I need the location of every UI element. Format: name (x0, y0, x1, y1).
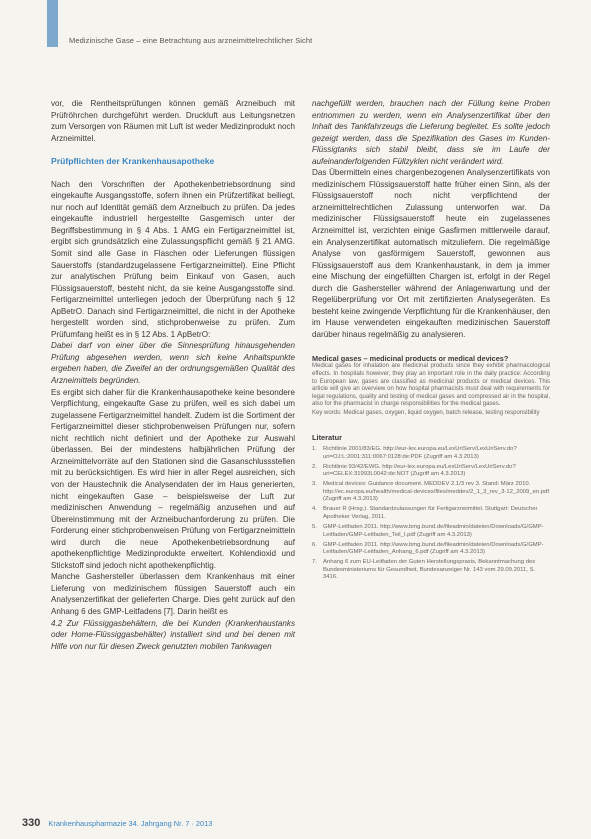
reference-text: Medical devices: Guidance document. MEDDEV 2.1/3 rev 3. Stand: März 2010. http://ec.europa.eu/health/medical-devices/files/meddev/2_1_3_rev_3-12_2009_en.pdf (Zugriff am 4.3.2013) (323, 481, 549, 503)
reference-item (312, 446, 550, 461)
left-column (51, 98, 295, 652)
paragraph: vor, die Rentheitsprüfungen können gemäß Arzneibuch mit Prüfröhrchen durchgeführt werden. Druckluft aus Leitungsnetzen zum Versorgen von Räumen mit Luft ist weder Medizinprodukt noch Arzneimittel. (51, 99, 295, 143)
journal-citation: Krankenhauspharmazie 34. Jahrgang Nr. 7 · 2013 (48, 819, 213, 828)
running-head: Medizinische Gase – eine Betrachtung aus arzneimittelrechtlicher Sicht (69, 36, 313, 45)
right-column (312, 98, 550, 584)
paragraph: Manche Gashersteller überlassen dem Krankenhaus mit einer Lieferung von medizinischem flüssigen Sauerstoff auch ein Analysenzertifikat der gelieferten Charge. Dies geht zurück auf den Anhang 6 des GMP-Leitfadens [7]. Darin heißt es (51, 572, 295, 616)
reference-text: Richtlinie 93/42/EWG. http://eur-lex.europa.eu/LexUriServ/LexUriServ.do?uri=CELEX:31993L0042:de:NOT (Zugriff am 4.3.2013) (323, 463, 516, 478)
reference-number: 5. (312, 524, 317, 531)
paragraph: Es ergibt sich daher für die Krankenhausapotheke keine besondere Verpflichtung, eingekaufte Gase zu prüfen, weil es sich dabei um zugelassene Fertigarzneimittel handelt. Zudem ist die Sortiment der Fertigarzneimittel dieser stichprobenweisen Prüfungen nur, sofern nicht rechtlich nicht definiert und der Apotheke zur Auswahl überlassen. Bei der mindestens halbjährlichen Prüfung der Arzneimittelvorräte auf den Stationen sind die Gasanschlussstellen mit zu berücksichtigen. Es wird hier in aller Regel ausreichen, sich von der Haustechnik die Analysendaten der im Haus generierten, nicht eingekauften Gase – beispielsweise der Luft zur medizinischen Anwendung – regelmäßig anzusehen und auf Übereinstimmung mit der Arzneibuchanforderung zu prüfen. Die Forderung einer stichprobenweisen Prüfung von Fertigarzneimitteln wird durch die neue Apothekenbetriebsordnung auf apothekenpflichtige Medizinprodukte erweitert. Kohlendioxid und Stickstoff sind jedoch nicht apothekenpflichtig. (51, 387, 295, 570)
abstract-text: Medical gases for inhalation are medicinal products since they exhibit pharmacological effects. In hospitals however, they play an important role in the daily practice: According to European law, gases are classified as medicinal products or medical devices. This article will give an overview on how hospital pharmacists must deal with requirements for legal regulations, quality and testing of medical gases and compressed air in the hospital, also for the pharmacist in charge responsibilities for the medical gases. (312, 363, 550, 408)
reference-item (312, 506, 550, 521)
references-heading: Literatur (312, 432, 342, 442)
reference-item (312, 464, 550, 479)
reference-text: Anhang 6 zum EU-Leitfaden der Guten Herstellungspraxis, Bekanntmachung des Bundesministeriums für Gesundheit, Bundesanzeiger Nr. 143 vom 29.09.2011, S. 3416. (323, 559, 536, 581)
reference-text: Richtlinie 2001/83/EG. http://eur-lex.europa.eu/LexUriServ/LexUriServ.do?uri=OJ:L:2001:311:0067:0128:de:PDF (Zugriff am 4.3.2013) (323, 446, 517, 460)
keywords: Key words: Medical gases, oxygen, liquid oxygen, batch release, testing responsibility (312, 410, 540, 417)
reference-number: 4. (312, 506, 317, 513)
reference-item (312, 542, 550, 557)
reference-item (312, 524, 550, 539)
reference-number: 1. (312, 446, 317, 453)
quote-paragraph: nachgefüllt werden, brauchen nach der Füllung keine Proben entnommen zu werden, wenn ein Analysenzertifikat über den Inhalt des Tankfahrzeugs die Lieferung begleitet. Es sollte jedoch gezeigt werden, dass die Spezifikation des Gases im Kunden-Flüssigtanks sich stabil bleibt, dass sie im Laufe der aufeinanderfolgenden Füllzyklen nicht verändert wird. (312, 99, 550, 166)
reference-text: GMP-Leitfaden 2011. http://www.bmg.bund.de/fileadmin/dateien/Downloads/G/GMP-Leitfaden/GMP-Leitfaden_Anhang_6.pdf (Zugriff am 4.3.2013) (323, 541, 544, 556)
quote-paragraph: 4.2 Zur Flüssiggasbehältern, die bei Kunden (Krankenhaustanks oder Home-Flüssiggasbehälter) installiert sind und bei denen mit Hilfe von nur für diesen Zweck genutzten mobilen Tankwagen (51, 618, 295, 651)
reference-number: 2. (312, 463, 317, 470)
reference-text: Brauer R (Hrsg.). Standardzulassungen für Fertigarzneimittel. Stuttgart: Deutscher Apotheker Verlag, 2011. (323, 506, 538, 520)
reference-number: 7. (312, 559, 317, 566)
abstract-title: Medical gases – medicinal products or medical devices? (312, 354, 509, 364)
paragraph: Nach den Vorschriften der Apothekenbetriebsordnung sind eingekaufte Ausgangsstoffe, sofern ihnen ein Prüfzertifikat beiliegt, nur noch auf Identität gemäß dem Arzneibuch zu prüfen. Da jedes eingekaufte industriell hergestellte Gasgemisch unter der Begriffsbestimmung in § 4 Abs. 1 AMG ein Fertigarzneimittel ist, ergibt sich grundsätzlich eine Zulassungspflicht gemäß § 21 AMG. Somit sind alle Gase in Flaschen oder Lieferungen flüssigen Sauerstoffs (standardzugelassene Fertigarzneimittel). Eine Pflicht zur analytischen Prüfung beim Einkauf von Gasen, auch Flüssigsauerstoff, besteht nicht, da sie keine Ausgangsstoffe sind. Fertigarzneimittel unterliegen jedoch der Überprüfung nach § 12 ApBetrO. Danach sind Fertigarzneimittel, die nicht in der Apotheke hergestellt worden sind, stichprobenweise zu prüfen. Zum Prüfumfang heißt es in § 12 Abs. 1 ApBetrO: (51, 179, 295, 339)
reference-number: 3. (312, 481, 317, 488)
page-footer (22, 817, 212, 829)
reference-number: 6. (312, 541, 317, 548)
references-list (312, 446, 550, 582)
quote-paragraph: Dabei darf von einer über die Sinnesprüfung hinausgehenden Prüfung abgesehen werden, wenn sich keine Anhaltspunkte ergeben haben, die Zweifel an der ordnungsgemäßen Qualität des Arzneimittels begründen. (51, 341, 295, 386)
paragraph: Das Übermitteln eines chargenbezogenen Analysenzertifikats von medizinischem Flüssigsauerstoff hatte früher einen Sinn, als der Flüssigsauerstoff noch nicht verpflichtend der arzneimittelrechtlichen Zulassung unterworfen war. Da medizinischer Flüssigsauerstoff heute ein zugelassenes Arzneimittel ist, verzichten einige Gasfirmen mittlerweile darauf, ein Analysenzertifikat automatisch mitzuliefern. Die regelmäßige Analyse von gasförmigem Sauerstoff, gewonnen aus Flüssigsauerstoff aus dem Krankenhaustank, in dem ja immer eine Mischung der eingefüllten Chargen ist, erfolgt in der Regel durch die Gashersteller während der Anlagenwartung und der Regelüberprüfung vor Ort mit zertifizierten Analysegeräten. Es besteht keine zwingende Verpflichtung für die Krankenhäuser, den im Hause verwendeten eingekauften medizinischen Sauerstoff darüber hinaus regelmäßig zu analysieren. (312, 168, 550, 339)
header-accent-bar (47, 0, 58, 47)
page-number: 330 (22, 817, 41, 829)
reference-item (312, 559, 550, 582)
section-heading: Prüfpflichten der Krankenhausapotheke (51, 156, 215, 167)
reference-text: GMP-Leitfaden 2011. http://www.bmg.bund.de/fileadmin/dateien/Downloads/G/GMP-Leitfaden/GMP-Leitfaden_Teil_I.pdf (Zugriff am 4.3.2013) (323, 524, 544, 538)
reference-item (312, 481, 550, 504)
